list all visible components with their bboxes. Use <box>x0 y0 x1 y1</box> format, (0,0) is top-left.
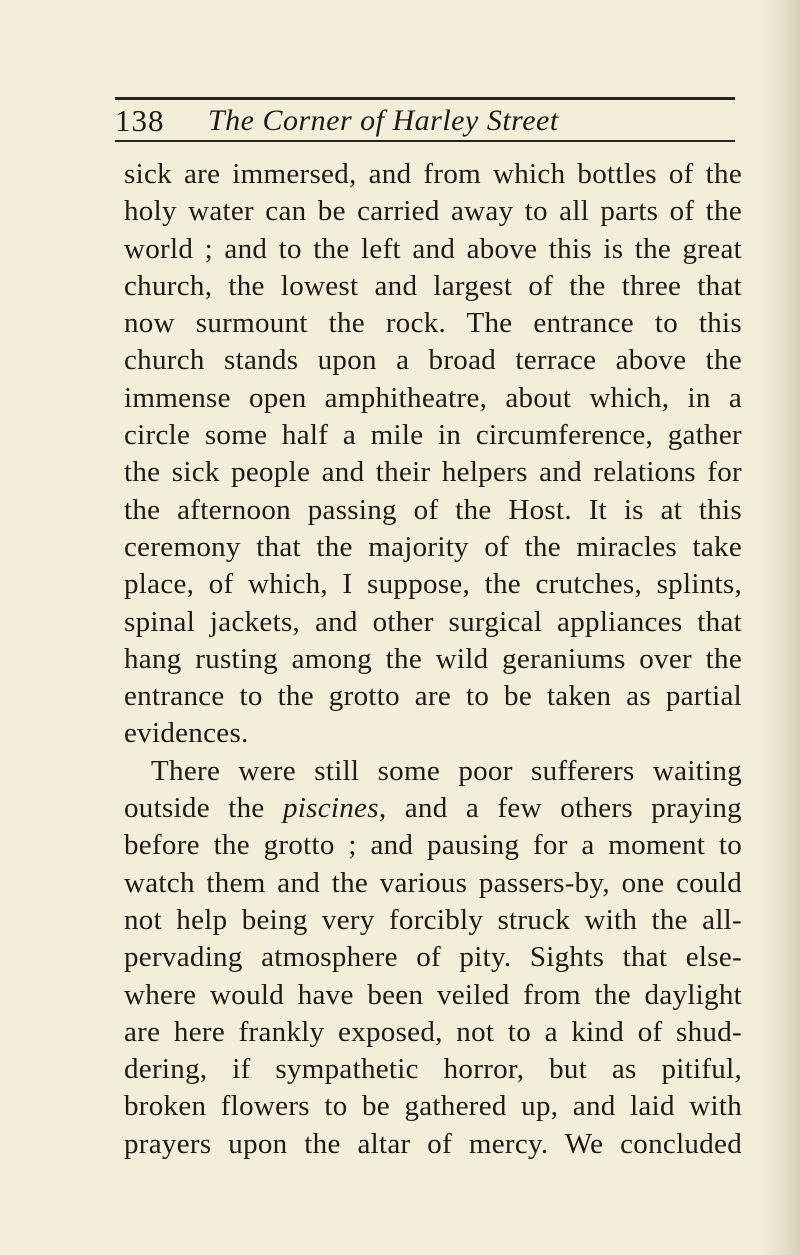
text-segment: , and a few others praying <box>378 792 742 825</box>
text-line: church stands upon a broad terrace above the <box>124 344 742 377</box>
text-line: hang rusting among the wild geraniums over the <box>124 642 742 675</box>
text-line: world ; and to the left and above this is the great <box>124 232 742 265</box>
header-rule-top <box>115 97 735 100</box>
text-line: before the grotto ; and pausing for a moment to <box>124 829 742 862</box>
text-line-paragraph-end: evidences. <box>124 717 249 750</box>
text-line: holy water can be carried away to all parts of the <box>124 195 742 228</box>
text-line: spinal jackets, and other surgical appliances that <box>124 605 742 638</box>
text-line: immense open amphitheatre, about which, in a <box>124 381 742 414</box>
text-line: broken flowers to be gathered up, and laid with <box>124 1090 742 1123</box>
text-line-paragraph-start: There were still some poor sufferers waiting <box>151 754 742 787</box>
text-segment: outside the <box>124 792 265 825</box>
text-line: ceremony that the majority of the miracles take <box>124 530 742 563</box>
text-line: circle some half a mile in circumference, gather <box>124 419 742 452</box>
text-line-with-italic <box>124 790 742 827</box>
text-line: prayers upon the altar of mercy. We concluded <box>124 1127 742 1160</box>
running-title: The Corner of Harley Street <box>208 104 559 137</box>
text-line: place, of which, I suppose, the crutches, splints, <box>124 568 742 601</box>
italic-word: piscines <box>282 792 379 825</box>
text-line: are here frankly exposed, not to a kind of shud- <box>124 1015 742 1048</box>
text-line: now surmount the rock. The entrance to this <box>124 307 742 340</box>
body-text <box>124 156 742 1163</box>
text-line: not help being very forcibly struck with the all- <box>124 903 742 936</box>
text-line: where would have been veiled from the daylight <box>124 978 742 1011</box>
text-line: pervading atmosphere of pity. Sights that else- <box>124 941 742 974</box>
text-line: dering, if sympathetic horror, but as pitiful, <box>124 1053 742 1086</box>
text-line: the sick people and their helpers and relations for <box>124 456 742 489</box>
text-line: entrance to the grotto are to be taken as partial <box>124 680 742 713</box>
page-number: 138 <box>115 103 165 138</box>
text-line: sick are immersed, and from which bottles of the <box>124 158 742 190</box>
text-line: church, the lowest and largest of the three that <box>124 269 742 302</box>
text-line: watch them and the various passers-by, one could <box>124 866 742 899</box>
header-rule-bottom <box>115 140 735 142</box>
page-header <box>115 97 740 147</box>
text-line: the afternoon passing of the Host. It is at this <box>124 493 742 526</box>
page-edge-shadow <box>760 0 800 1255</box>
